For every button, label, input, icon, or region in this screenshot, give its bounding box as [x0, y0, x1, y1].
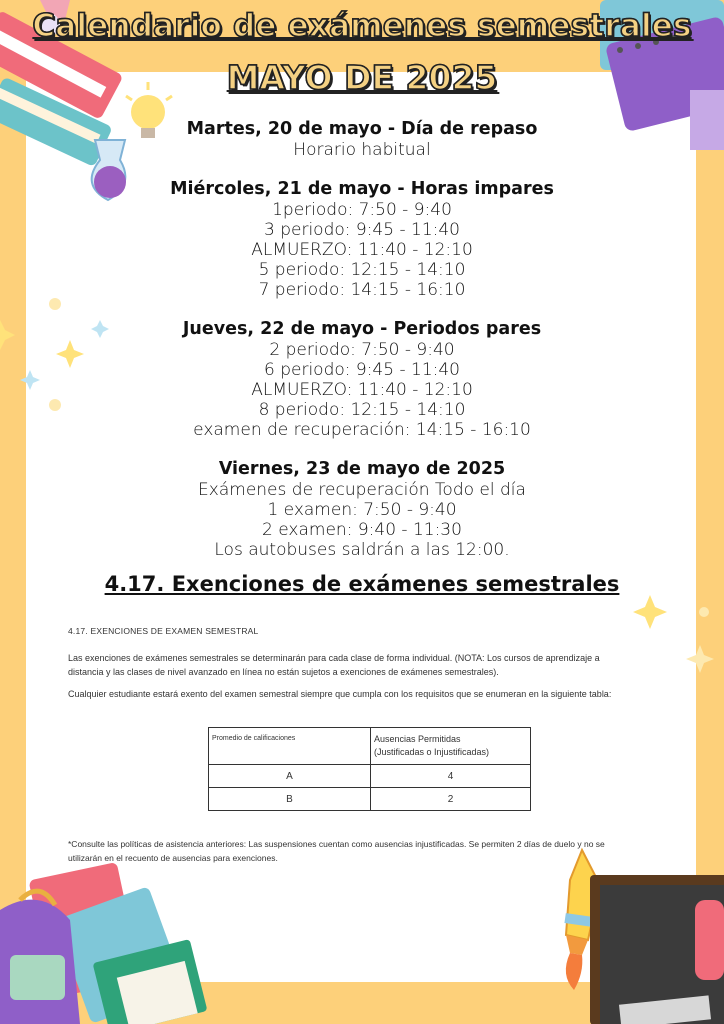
schedule-line: ALMUERZO: 11:40 - 12:10	[251, 240, 473, 260]
schedule-line: 8 periodo: 12:15 - 14:10	[258, 400, 466, 420]
excerpt-paragraph-2: Cualquier estudiante estará exento del examen semestral siempre que cumpla con los requisitos que se enumeran en la siguiente tabla:	[68, 689, 612, 699]
schedule-line: 2 periodo: 7:50 - 9:40	[269, 340, 455, 360]
table-row	[209, 788, 531, 811]
day-tuesday	[0, 118, 724, 160]
schedule-line: 1 examen: 7:50 - 9:40	[267, 500, 457, 520]
sparkles-right-decoration	[630, 590, 724, 690]
table-header-row	[209, 728, 531, 765]
rocket-chalkboard-bottom-right-illustration	[520, 845, 724, 1024]
schedule-line: 6 periodo: 9:45 - 11:40	[263, 360, 460, 380]
schedule-line: examen de recuperación: 14:15 - 16:10	[193, 420, 531, 440]
excerpt-heading: 4.17. EXENCIONES DE EXAMEN SEMESTRAL	[68, 626, 259, 636]
backpack-books-bottom-left-illustration	[0, 860, 210, 1024]
page-subtitle: MAYO DE 2025	[226, 58, 498, 97]
page-title: Calendario de exámenes semestrales	[32, 8, 692, 44]
absences-header-line-2: (Justificadas o Injustificadas)	[374, 747, 490, 757]
schedule-line: ALMUERZO: 11:40 - 12:10	[251, 380, 473, 400]
grade-cell: B	[209, 788, 371, 811]
absences-cell: 2	[371, 788, 531, 811]
table-row	[209, 765, 531, 788]
excerpt-paragraph-1: Las exenciones de exámenes semestrales se determinarán para cada clase de forma individual. (NOTA: Los cursos de aprendizaje a distancia y las clases de nivel avanzado en línea no están sujetos a exenciones de exámenes semestrales).	[68, 653, 600, 677]
schedule-line: Horario habitual	[293, 140, 431, 160]
schedule-line: 7 periodo: 14:15 - 16:10	[258, 280, 466, 300]
absences-cell: 4	[371, 765, 531, 788]
grade-cell: A	[209, 765, 371, 788]
schedule-line: 1periodo: 7:50 - 9:40	[272, 200, 452, 220]
policy-excerpt	[68, 626, 628, 709]
day-thursday	[0, 318, 724, 440]
day-heading: Martes, 20 de mayo - Día de repaso	[186, 119, 538, 139]
schedule-line: Exámenes de recuperación Todo el día	[198, 480, 526, 500]
schedule-line: 3 periodo: 9:45 - 11:40	[263, 220, 460, 240]
day-heading: Viernes, 23 de mayo de 2025	[218, 459, 506, 479]
day-heading: Miércoles, 21 de mayo - Horas impares	[170, 179, 554, 199]
schedule-line: 5 periodo: 12:15 - 14:10	[258, 260, 466, 280]
day-heading: Jueves, 22 de mayo - Periodos pares	[182, 319, 542, 339]
exemptions-table	[208, 727, 531, 811]
exam-schedule	[0, 118, 724, 568]
schedule-line: 2 examen: 9:40 - 11:30	[262, 520, 462, 540]
excerpt-footnote: *Consulte las políticas de asistencia anteriores: Las suspensiones cuentan como ausencias injustificadas. Se permiten 2 días de duelo y no se utilizarán en el recuento de ausencias para exenciones.	[68, 839, 605, 863]
absences-column-header	[371, 728, 531, 765]
grade-column-header: Promedio de calificaciones	[209, 728, 371, 765]
schedule-line: Los autobuses saldrán a las 12:00.	[214, 540, 510, 560]
exemptions-section-title: 4.17. Exenciones de exámenes semestrales	[104, 572, 620, 596]
day-wednesday	[0, 178, 724, 300]
absences-header-line-1: Ausencias Permitidas	[374, 734, 461, 744]
day-friday	[0, 458, 724, 560]
